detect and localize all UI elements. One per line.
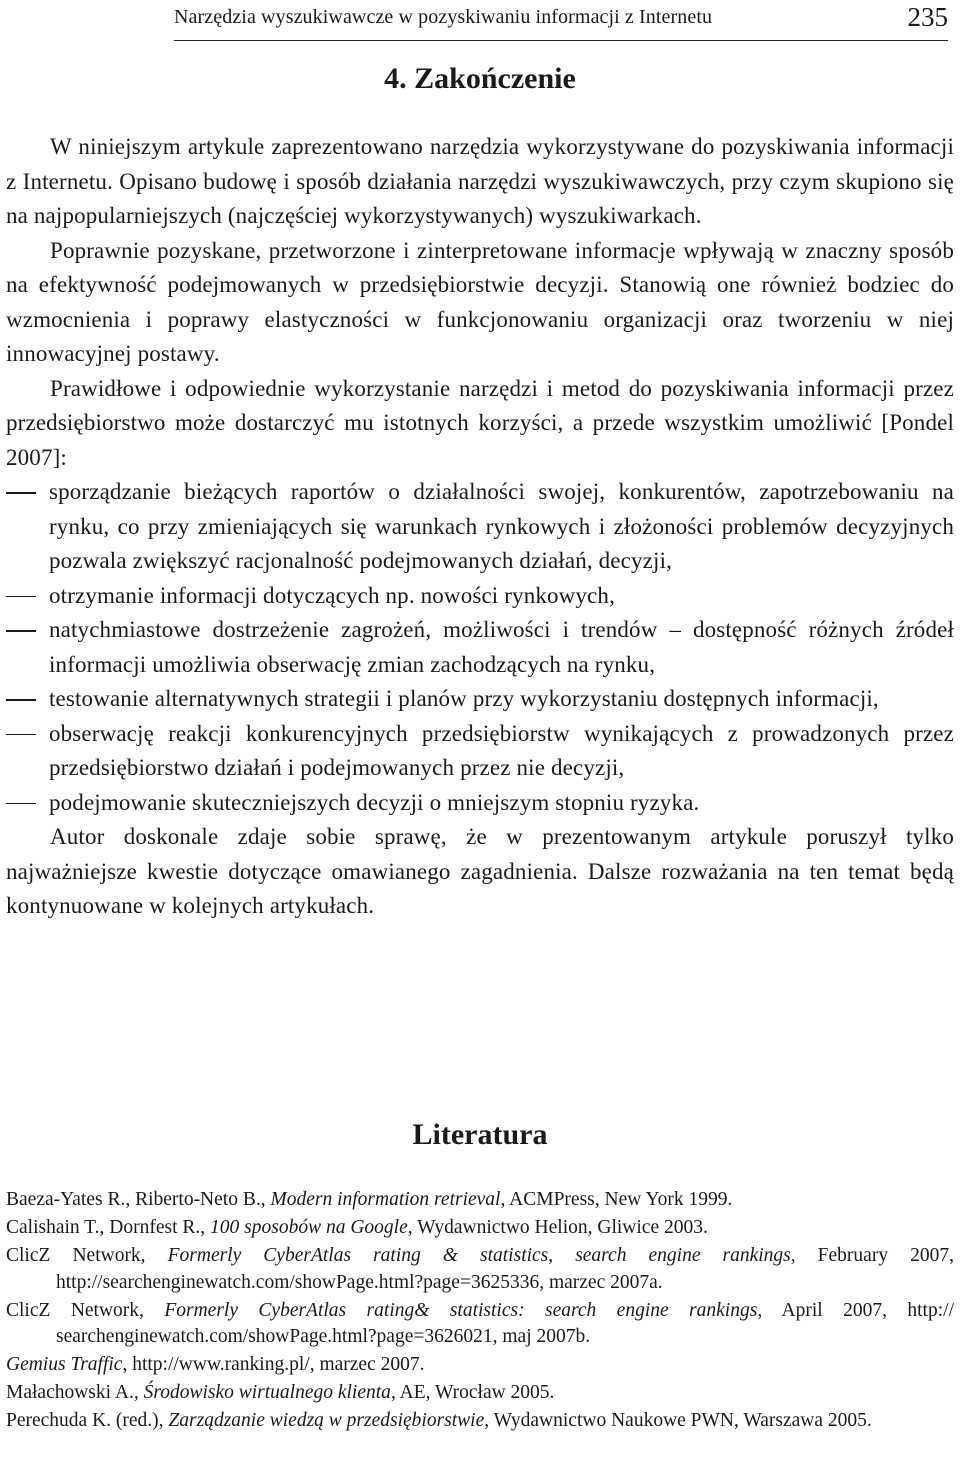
list-item-text: natychmiastowe dostrzeżenie zagrożeń, możliwości i trendów – dostępność różnych źródeł informacji umożliwia obserwację zmian zachodzących na rynku, (49, 617, 954, 677)
list-item (6, 682, 954, 717)
section-body (6, 130, 954, 924)
list-item-text: otrzymanie informacji dotyczących np. nowości rynkowych, (49, 582, 615, 608)
paragraph: Prawidłowe i odpowiednie wykorzystanie narzędzi i metod do pozyskiwania informacji przez przedsiębiorstwo może dostarczyć mu istotnych korzyści, a przede wszystkim umożliwić [Pondel 2007]: (6, 375, 954, 470)
literature-title: Literatura (412, 1118, 548, 1151)
paragraph: Poprawnie pozyskane, przetworzone i zinterpretowane informacje wpływają w znaczny sposób na efektywność podejmowanych w przedsiębiorstwie decyzji. Stanowią one również bodziec do wzmocnienia i poprawy elastyczności w funkcjonowaniu organizacji oraz tworzeniu w niej innowacyjnej postawy. (6, 237, 954, 366)
reference-entry (6, 1352, 954, 1379)
reference-entry (6, 1215, 954, 1242)
reference-authors: Calishain T., Dornfest R., (6, 1217, 211, 1238)
reference-authors: ClicZ Network, (6, 1245, 168, 1266)
list-item (6, 717, 954, 786)
reference-title: 100 sposobów na Google (210, 1217, 408, 1238)
running-header (174, 0, 948, 41)
reference-title: Formerly CyberAtlas rating & statistics, search engine rankings (167, 1245, 791, 1266)
reference-details: , ACMPress, New York 1999. (500, 1189, 733, 1210)
reference-list (6, 1187, 954, 1435)
reference-details: , April 2007, http:// searchenginewatch.com/showPage.html?page=3626021, maj 2007b. (56, 1299, 954, 1347)
section-title: 4. Zakończenie (384, 62, 576, 95)
reference-title: Gemius Traffic (6, 1354, 123, 1375)
reference-details: , February 2007, http://searchenginewatch.com/showPage.html?page=3625336, marzec 2007a. (56, 1245, 954, 1293)
list-item-text: obserwację reakcji konkurencyjnych przedsiębiorstw wynikających z prowadzonych przez przedsiębiorstwo działań i podejmowanych przez nie decyzji, (49, 720, 954, 780)
page-number: 235 (907, 2, 948, 32)
list-item (6, 786, 954, 821)
reference-authors: Baeza-Yates R., Riberto-Neto B., (6, 1189, 271, 1210)
reference-authors: Małachowski A., (6, 1382, 144, 1403)
reference-entry (6, 1187, 954, 1214)
reference-entry (6, 1298, 954, 1351)
list-item (6, 579, 954, 614)
reference-details: , Wydawnictwo Naukowe PWN, Warszawa 2005. (484, 1410, 872, 1431)
closing-paragraph: Autor doskonale zdaje sobie sprawę, że w prezentowanym artykule poruszył tylko najważniejsze kwestie dotyczące omawianego zagadnienia. Dalsze rozważania na ten temat będą kontynuowane w kolejnych artykułach. (6, 824, 954, 918)
list-item (6, 613, 954, 682)
list-item (6, 475, 954, 579)
reference-title: Formerly CyberAtlas rating& statistics: search engine rankings (164, 1299, 758, 1321)
list-item-text: sporządzanie bieżących raportów o działalności swojej, konkurentów, zapotrzebowaniu na rynku, co przy zmieniających się warunkach rynkowych i złożoności problemów decyzyjnych pozwala zwiększyć racjonalność podejmowanych działań, decyzji, (49, 479, 954, 573)
reference-details: , Wydawnictwo Helion, Gliwice 2003. (407, 1217, 708, 1238)
reference-details: , http://www.ranking.pl/, marzec 2007. (122, 1354, 425, 1375)
reference-title: Modern information retrieval (270, 1189, 501, 1210)
running-title: Narzędzia wyszukiwawcze w pozyskiwaniu informacji z Internetu (174, 6, 713, 28)
reference-entry (6, 1243, 954, 1296)
bullet-list (6, 475, 954, 820)
list-item-text: testowanie alternatywnych strategii i planów przy wykorzystaniu dostępnych informacji, (49, 686, 879, 711)
list-item-text: podejmowanie skuteczniejszych decyzji o mniejszym stopniu ryzyka. (49, 789, 700, 815)
reference-authors: Perechuda K. (red.), (6, 1410, 169, 1431)
paragraph: W niniejszym artykule zaprezentowano narzędzia wykorzystywane do pozyskiwania informacji z Internetu. Opisano budowę i sposób działania narzędzi wyszukiwawczych, przy czym skupiono się na najpopularniejszych (najczęściej wykorzystywanych) wyszukiwarkach. (6, 134, 954, 228)
reference-authors: ClicZ Network, (6, 1299, 165, 1321)
reference-entry (6, 1380, 954, 1407)
reference-details: , AE, Wrocław 2005. (390, 1382, 555, 1403)
reference-entry (6, 1408, 954, 1435)
reference-title: Zarządzanie wiedzą w przedsiębiorstwie (168, 1410, 485, 1431)
reference-title: Środowisko wirtualnego klienta (143, 1382, 391, 1403)
